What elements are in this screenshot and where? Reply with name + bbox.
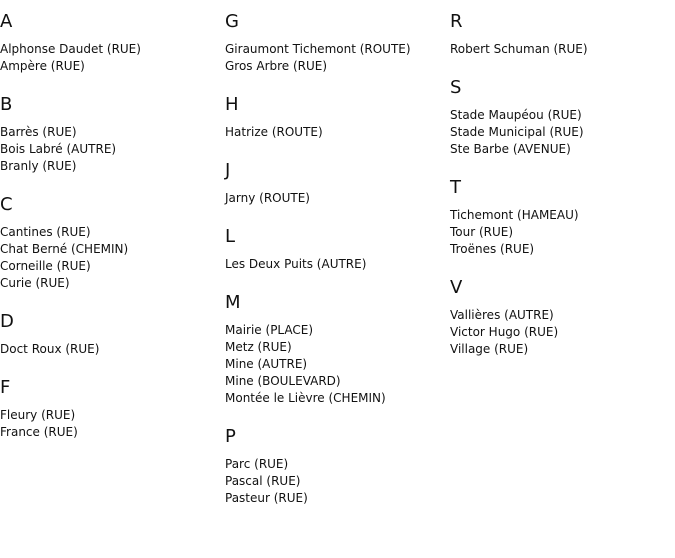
letter-heading: T: [450, 177, 461, 198]
letter-group: [225, 160, 447, 207]
street-list: [0, 407, 222, 441]
street-list: [225, 41, 447, 75]
letter-group: [0, 311, 222, 358]
letter-group: [450, 77, 672, 158]
letter-heading: M: [225, 292, 241, 313]
street-link[interactable]: Chat Berné (CHEMIN): [0, 242, 129, 256]
letter-heading: P: [225, 426, 236, 447]
street-link[interactable]: Parc (RUE): [225, 457, 289, 471]
street-link[interactable]: Giraumont Tichemont (ROUTE): [225, 42, 411, 56]
letter-heading: C: [0, 194, 13, 215]
letter-heading: D: [0, 311, 14, 332]
street-link[interactable]: Vallières (AUTRE): [450, 308, 554, 322]
letter-group: [225, 94, 447, 141]
street-link[interactable]: Corneille (RUE): [0, 259, 91, 273]
street-link[interactable]: Branly (RUE): [0, 159, 77, 173]
street-link[interactable]: Tichemont (HAMEAU): [450, 208, 579, 222]
letter-heading: B: [0, 94, 13, 115]
letter-heading: S: [450, 77, 462, 98]
letter-heading: V: [450, 277, 463, 298]
street-link[interactable]: Victor Hugo (RUE): [450, 325, 559, 339]
street-link[interactable]: Barrès (RUE): [0, 125, 77, 139]
street-link[interactable]: Jarny (ROUTE): [225, 191, 310, 205]
letter-heading: G: [225, 11, 239, 32]
street-list: [0, 341, 222, 358]
street-link[interactable]: Mine (AUTRE): [225, 357, 308, 371]
street-list: [225, 322, 447, 407]
street-link[interactable]: Village (RUE): [450, 342, 529, 356]
street-link[interactable]: Mine (BOULEVARD): [225, 374, 341, 388]
street-link[interactable]: Ste Barbe (AVENUE): [450, 142, 571, 156]
letter-group: [0, 377, 222, 441]
street-list: [0, 41, 222, 75]
street-link[interactable]: Les Deux Puits (AUTRE): [225, 257, 367, 271]
street-link[interactable]: Pasteur (RUE): [225, 491, 308, 505]
street-link[interactable]: Tour (RUE): [450, 225, 514, 239]
letter-group: [225, 426, 447, 507]
street-link[interactable]: Stade Municipal (RUE): [450, 125, 584, 139]
street-list: [225, 124, 447, 141]
letter-heading: J: [225, 160, 231, 181]
index-column-1: [0, 0, 222, 441]
street-link[interactable]: Ampère (RUE): [0, 59, 85, 73]
street-link[interactable]: Pascal (RUE): [225, 474, 301, 488]
street-list: [225, 190, 447, 207]
street-list: [225, 456, 447, 507]
letter-group: [0, 194, 222, 292]
street-list: [450, 207, 672, 258]
letter-heading: R: [450, 11, 463, 32]
index-column-3: [450, 0, 672, 358]
street-link[interactable]: Curie (RUE): [0, 276, 70, 290]
letter-group: [450, 11, 672, 58]
street-list: [225, 256, 447, 273]
letter-group: [450, 277, 672, 358]
street-link[interactable]: Cantines (RUE): [0, 225, 91, 239]
letter-heading: A: [0, 11, 13, 32]
street-link[interactable]: France (RUE): [0, 425, 78, 439]
street-link[interactable]: Montée le Lièvre (CHEMIN): [225, 391, 386, 405]
street-link[interactable]: Fleury (RUE): [0, 408, 76, 422]
street-link[interactable]: Troënes (RUE): [450, 242, 535, 256]
letter-group: [225, 292, 447, 407]
street-list: [450, 41, 672, 58]
street-link[interactable]: Mairie (PLACE): [225, 323, 314, 337]
letter-group: [225, 226, 447, 273]
street-link[interactable]: Metz (RUE): [225, 340, 292, 354]
letter-heading: L: [225, 226, 236, 247]
street-link[interactable]: Gros Arbre (RUE): [225, 59, 328, 73]
index-column-2: [225, 0, 447, 507]
letter-group: [0, 94, 222, 175]
street-link[interactable]: Stade Maupéou (RUE): [450, 108, 582, 122]
letter-group: [225, 11, 447, 75]
letter-group: [450, 177, 672, 258]
street-link[interactable]: Doct Roux (RUE): [0, 342, 100, 356]
street-list: [450, 107, 672, 158]
letter-heading: H: [225, 94, 239, 115]
street-list: [0, 124, 222, 175]
street-list: [0, 224, 222, 292]
street-link[interactable]: Alphonse Daudet (RUE): [0, 42, 141, 56]
letter-group: [0, 11, 222, 75]
street-link[interactable]: Hatrize (ROUTE): [225, 125, 323, 139]
street-link[interactable]: Robert Schuman (RUE): [450, 42, 588, 56]
letter-heading: F: [0, 377, 11, 398]
street-list: [450, 307, 672, 358]
street-link[interactable]: Bois Labré (AUTRE): [0, 142, 117, 156]
